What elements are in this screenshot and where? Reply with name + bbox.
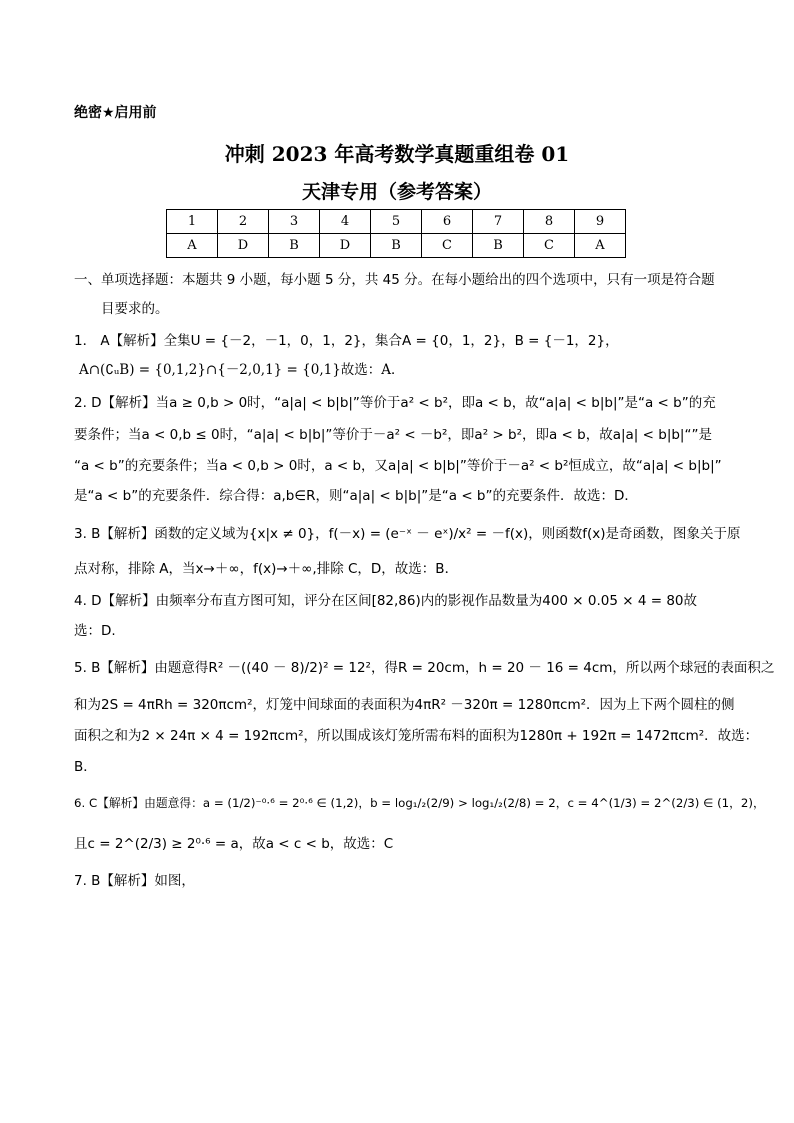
- solution-2-line-4: 是“a < b”的充要条件．综合得：a,b∈R，则“a|a| < b|b|”是“a < b”的充要条件．故选：D．: [74, 488, 638, 504]
- question-number: 3: [269, 210, 320, 234]
- solution-2-line-1: 2. D【解析】当a ≥ 0,b > 0时，“a|a| < b|b|”等价于a² < b²，即a < b，故“a|a| < b|b|”是“a < b”的充: [74, 395, 716, 411]
- section-heading-line-1: 一、单项选择题：本题共 9 小题，每小题 5 分，共 45 分。在每小题给出的四个选项中，只有一项是符合题: [74, 272, 715, 288]
- solution-2-line-3: “a < b”的充要条件；当a < 0,b > 0时，a < b，又a|a| < b|b|”等价于－a² < b²恒成立，故“a|a| < b|b|”: [74, 458, 722, 474]
- question-number: 5: [371, 210, 422, 234]
- solution-3-line-2: 点对称，排除 A，当x→＋∞，f(x)→＋∞,排除 C，D，故选：B．: [74, 561, 459, 577]
- question-number: 4: [320, 210, 371, 234]
- answer-cell: C: [422, 234, 473, 258]
- section-heading-line-2: 目要求的。: [101, 301, 169, 317]
- question-number: 9: [575, 210, 626, 234]
- solution-2-line-2: 要条件；当a < 0,b ≤ 0时，“a|a| < b|b|”等价于－a² < －b²，即a² > b²，即a < b，故a|a| < b|b|“”是: [74, 427, 712, 443]
- answer-table-numbers-row: [167, 210, 626, 234]
- solution-3-line-1: 3. B【解析】函数的定义域为{x|x ≠ 0}，f(－x) = (e⁻ˣ － eˣ)/x² = －f(x)，则函数f(x)是奇函数，图象关于原: [74, 526, 741, 542]
- page-subtitle: 天津专用（参考答案）: [301, 181, 492, 203]
- solution-7-line-1: 7. B【解析】如图，: [74, 873, 195, 889]
- solution-6-line-1: 6. C【解析】由题意得：a = (1/2)⁻⁰·⁶ = 2⁰·⁶ ∈ (1,2)，b = log₁/₂(2/9) > log₁/₂(2/8) = 2，c = 4^(1/3) = 2^(2/3) ∈ (1，2)，: [74, 796, 765, 810]
- answer-table-answers-row: [167, 234, 626, 258]
- solution-4-line-1: 4. D【解析】由频率分布直方图可知，评分在区间[82,86)内的影视作品数量为400 × 0.05 × 4 = 80故: [74, 593, 698, 609]
- solution-4-line-2: 选：D.: [74, 623, 116, 639]
- solution-6-line-2: 且c = 2^(2/3) ≥ 2⁰·⁶ = a，故a < c < b，故选：C: [74, 836, 394, 852]
- question-number: 2: [218, 210, 269, 234]
- solution-1-line-2: A∩(∁ᵤB) = {0,1,2}∩{－2,0,1} = {0,1}故选：A．: [79, 362, 405, 378]
- answer-cell: A: [167, 234, 218, 258]
- answer-cell: D: [320, 234, 371, 258]
- page-title: 冲刺 2023 年高考数学真题重组卷 01: [224, 142, 570, 166]
- solution-5-line-2: 和为2S = 4πRh = 320πcm²，灯笼中间球面的表面积为4πR² －320π = 1280πcm²．因为上下两个圆柱的侧: [74, 697, 735, 713]
- confidential-label: 绝密★启用前: [74, 105, 157, 121]
- solution-1-line-1: 1． A【解析】全集U = {－2，－1，0，1，2}，集合A = {0，1，2}，B = {－1，2}，: [74, 333, 619, 349]
- answer-table: [166, 209, 626, 258]
- question-number: 7: [473, 210, 524, 234]
- question-number: 8: [524, 210, 575, 234]
- solution-5-line-3: 面积之和为2 × 24π × 4 = 192πcm²，所以围成该灯笼所需布料的面积为1280π + 192π = 1472πcm²．故选：: [74, 728, 759, 744]
- solution-5-line-4: B．: [74, 759, 97, 775]
- answer-cell: B: [269, 234, 320, 258]
- answer-cell: B: [473, 234, 524, 258]
- answer-cell: A: [575, 234, 626, 258]
- question-number: 1: [167, 210, 218, 234]
- answer-cell: B: [371, 234, 422, 258]
- answer-cell: C: [524, 234, 575, 258]
- solution-5-line-1: 5. B【解析】由题意得R² －((40 － 8)/2)² = 12²，得R = 20cm，h = 20 － 16 = 4cm，所以两个球冠的表面积之: [74, 660, 775, 676]
- answer-cell: D: [218, 234, 269, 258]
- question-number: 6: [422, 210, 473, 234]
